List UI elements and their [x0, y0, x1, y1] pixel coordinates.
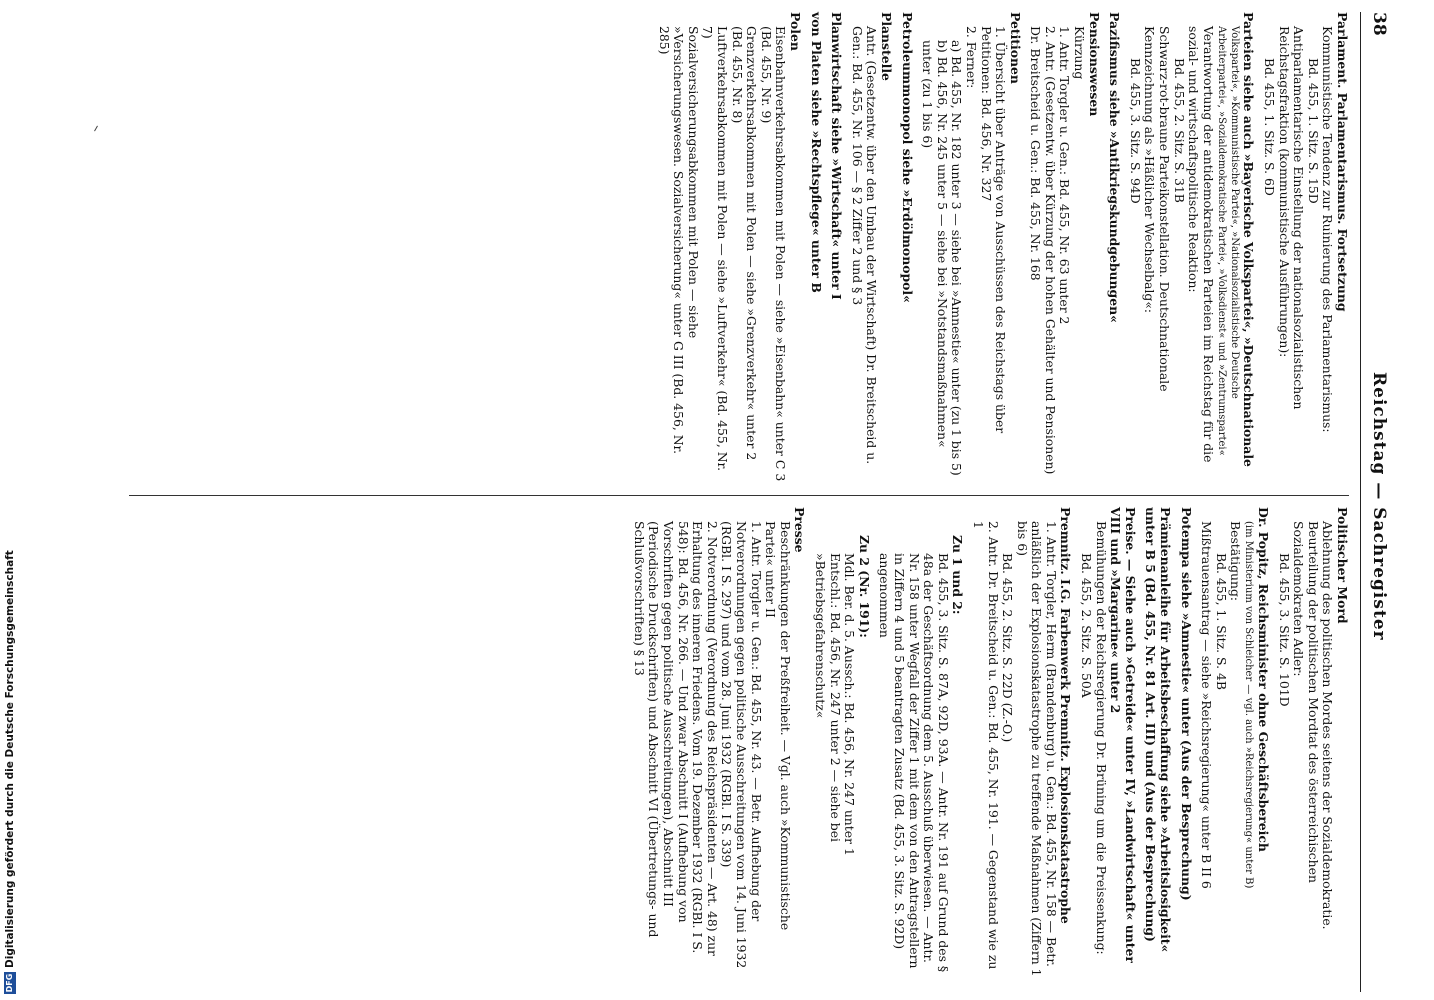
entry-line: Mdl. Ber. d. 5. Aussch.: Bd. 456, Nr. 247 unter 1: [842, 553, 858, 856]
entry-heading: Planwirtschaft siehe »Wirtschaft« unter I: [829, 12, 845, 300]
page-header: [1355, 12, 1395, 992]
entry-line: 2. Notverordnung (Verordnung des Reichspräsidenten — Art. 48) zur Erhaltung des inneren Friedens. Vom 19. Dezember 1932 (RGBl. I S. 548): Bd. 456, Nr. 266. — Und zwar Abschnitt I (Aufhebung von Vorschriften gegen politische Ausschreitungen), Abschnitt III (Periodische Druckschriften) und Abschnitt VI (Übertretungs- und Schlußvorschriften) § 13: [631, 521, 720, 956]
entry-line: (im Ministerium von Schleicher — vgl. auch »Reichsregierung« unter B): [1243, 521, 1255, 889]
entry-line: b) Bd. 456, Nr. 245 unter 5 — siehe bei »Notstandsmaßnahmen« unter (zu 1 bis 6): [920, 40, 950, 448]
entry-line: Ablehnung des politischen Mordes seitens der Sozialdemokratie. Beurteilung der politischen Mordtat des österreichischen Sozialdemokraten Adler:: [1291, 521, 1336, 930]
entry-line: Bd. 455, 1. Sitz. S. 6D: [1262, 58, 1278, 196]
index-entry: [1028, 12, 1101, 482]
footer-credit-text: Digitalisierung gefördert durch die Deutsche Forschungsgemeinschaft: [4, 550, 16, 968]
page-title: Reichstag — Sachregister: [1369, 372, 1389, 641]
index-entry: [920, 12, 1022, 482]
entry-line: Antr. (Gesetzentw. über den Umbau der Wirtschaft) Dr. Breitscheid u. Gen.: Bd. 455, Nr. 106 — § 2 Ziffer 2 und § 3: [849, 26, 880, 465]
entry-line: Mißtrauensantrag — siehe »Reichsregierung« unter B II 6: [1199, 521, 1215, 889]
entry-heading: Pazifismus siehe »Antikriegskundgebungen«: [1107, 12, 1123, 323]
column-divider: [129, 495, 1349, 496]
entry-heading: Potempa siehe »Amnestie« unter (Aus der Besprechung): [1178, 507, 1194, 901]
index-entry: [1127, 12, 1255, 482]
entry-heading: Prämienanleihe für Arbeitsbeschaffung siehe »Arbeitslosigkeit« unter B 5 (Bd. 455, Nr. 81 Art. III) und (Aus der Besprechung): [1143, 507, 1174, 953]
entry-line: Entschl.: Bd. 456, Nr. 247 unter 2 — siehe bei »Betriebsgefahrenschutz«: [813, 553, 843, 843]
index-entry: [877, 507, 965, 977]
entry-line: Volkspartei«, »Kommunistische Partei«, »Nationalsozialistische Deutsche Arbeiterpartei«, »Sozialdemokratische Partei«, »Volksdienst« und »Zentrumspartei«: [1215, 26, 1240, 456]
index-entry: [1276, 507, 1349, 977]
rotated-page-content: [55, 12, 1395, 992]
entry-heading: von Platen siehe »Rechtspflege« unter B: [808, 12, 824, 293]
entry-line: Bd. 455, 3. Sitz. S. 87A, 92D, 93A. — Antr. Nr. 191 auf Grund des § 48a der Geschäftsordnung dem 5. Ausschuß überwiesen. — Antr. Nr. 158 unter Wegfall der Ziffer 1 mit dem von den Antragstellern in Ziffern 4 und 5 beantragten Zusatz (Bd. 455, 3. Sitz. S. 92D) angenommen: [877, 553, 951, 973]
entry-heading: Petitionen: [1007, 12, 1023, 84]
entry-heading: Petroleummonopol siehe »Erdölmonopol«: [899, 12, 915, 303]
right-column: [625, 507, 1349, 977]
entry-line: Bd. 455, 1. Sitz. S. 4B: [1213, 553, 1229, 690]
entry-heading: Pensionswesen: [1086, 12, 1102, 117]
entry-line: 1. Antr. Torgler, Herm (Brandenburg) u. Gen.: Bd. 455, Nr. 158 — Betr. anläßlich der Explosionskatastrophe zu treffende Maßnahmen (Ziffern 1 bis 6): [1014, 521, 1059, 977]
entry-line: Sozialversicherungsabkommen mit Polen — siehe »Versicherungswesen. Sozialversicherung« unter G III (Bd. 456, Nr. 285): [656, 26, 701, 455]
page-number: 38: [1369, 12, 1389, 36]
index-entry: [808, 12, 823, 482]
index-entry: [812, 507, 870, 977]
entry-line: 2. Antr. Dr. Breitscheid u. Gen.: Bd. 455, Nr. 191. — Gegenstand wie zu 1: [970, 521, 1001, 970]
index-entry: [829, 12, 844, 482]
entry-line: Bd. 455, 2. Sitz. S. 31B: [1171, 58, 1187, 203]
entry-heading: Dr. Popitz, Reichsminister ohne Geschäftsbereich: [1256, 507, 1272, 852]
entry-heading: Politischer Mord: [1335, 507, 1350, 624]
entry-heading: Presse: [792, 507, 808, 553]
entry-line: 1. Übersicht über Anträge von Ausschüssen des Reichstags über Petitionen: Bd. 456, Nr. 327: [978, 26, 1009, 434]
dfg-logo-icon: DFG: [5, 973, 14, 993]
entry-line: Bd. 455, 3. Sitz. S. 101D: [1276, 553, 1292, 707]
entry-line: Antiparlamentarische Einstellung der nationalsozialistischen Reichstagsfraktion (kommunistische Ausführungen):: [1276, 26, 1307, 410]
entry-line: Kürzung: [1072, 26, 1088, 80]
header-rule: [1360, 12, 1361, 992]
entry-line: Kommunistische Tendenz zur Ruinierung des Parlamentarismus:: [1320, 26, 1336, 433]
entry-line: Grenzverkehrsabkommen mit Polen — siehe »Grenzverkehr« unter 2 (Bd. 455, Nr. 8): [729, 26, 760, 461]
index-entry: [1199, 507, 1270, 977]
entry-line: Zu 2 (Nr. 191):: [856, 535, 872, 638]
entry-line: 2. Ferner:: [963, 26, 979, 89]
index-entry: [1178, 507, 1193, 977]
entry-line: 1. Antr. Torgler u. Gen.: Bd. 455, Nr. 63 unter 2: [1057, 26, 1073, 325]
index-entry: [1143, 507, 1172, 977]
entry-heading: Parlament. Parlamentarismus. Fortsetzung: [1335, 12, 1350, 312]
entry-line: 1. Antr. Torgler u. Gen.: Bd. 455, Nr. 43. — Betr. Aufhebung der Notverordnungen gegen politische Ausschreitungen vom 14. Juni 1932 (RGBl. I S. 297) und vom 28. Juni 1932 (RGBl. I S. 339): [719, 521, 764, 969]
left-column: [650, 12, 1349, 482]
index-entry: [1079, 507, 1137, 977]
entry-line: Bd. 455, 1. Sitz. S. 15D: [1305, 58, 1321, 204]
entry-line: Bd. 455, 2. Sitz. S. 22D (Z.-O.): [1000, 553, 1016, 743]
entry-heading: Premnitz. I.G. Farbenwerk Premnitz. Explosionskatastrophe: [1058, 507, 1074, 924]
entry-line: Bestätigung:: [1228, 521, 1244, 602]
index-entry: [631, 507, 806, 977]
entry-line: Eisenbahnverkehrsabkommen mit Polen — siehe »Eisenbahn« unter C 3 (Bd. 455, Nr. 9): [758, 26, 789, 482]
footer-credit: [4, 550, 20, 994]
entry-line: Beschränkungen der Preßfreiheit. — Vgl. auch »Kommunistische Partei« unter II: [763, 521, 793, 931]
footer: [4, 550, 20, 994]
entry-heading: Polen: [788, 12, 803, 51]
index-entry: [970, 507, 1072, 977]
entry-line: Luftverkehrsabkommen mit Polen — siehe »Luftverkehr« (Bd. 455, Nr. 7): [700, 26, 731, 472]
entry-heading: Planstelle: [878, 12, 894, 81]
entry-line: Zu 1 und 2:: [950, 535, 966, 615]
entry-line: Bemühungen der Reichsregierung Dr. Brüning um die Preissenkung:: [1093, 521, 1109, 955]
entry-line: a) Bd. 455, Nr. 182 unter 3 — siehe bei »Amnestie« unter (zu 1 bis 5): [949, 40, 965, 476]
index-entry: [656, 12, 802, 482]
index-entry: [1261, 12, 1349, 482]
entry-heading: Preise. — Siehe auch »Getreide« unter IV, »Landwirtschaft« unter VIII und »Margarine« unter 2: [1108, 507, 1138, 963]
index-entry: [849, 12, 893, 482]
entry-line: Bd. 455, 3. Sitz. S. 94D: [1127, 58, 1143, 204]
entry-heading: Parteien siehe auch »Bayerische Volkspartei«, »Deutschnationale: [1241, 12, 1257, 467]
entry-line: 2. Antr. (Gesetzentw. über Kürzung der hohen Gehälter und Pensionen) Dr. Breitscheid u. Gen.: Bd. 455, Nr. 168: [1028, 26, 1058, 475]
index-entry: [1107, 12, 1122, 482]
entry-line: Bd. 455, 2. Sitz. S. 50A: [1079, 553, 1095, 698]
entry-line: Verantwortung der antidemokratischen Parteien im Reichstag für die sozial- und wirtschaftspolitische Reaktion:: [1186, 26, 1216, 463]
entry-line: Schwarz-rot-braune Parteikonstellation. Deutschnationale Kennzeichnung als »Häßlicher Wechselbalg«:: [1142, 26, 1173, 392]
index-entry: [899, 12, 914, 482]
